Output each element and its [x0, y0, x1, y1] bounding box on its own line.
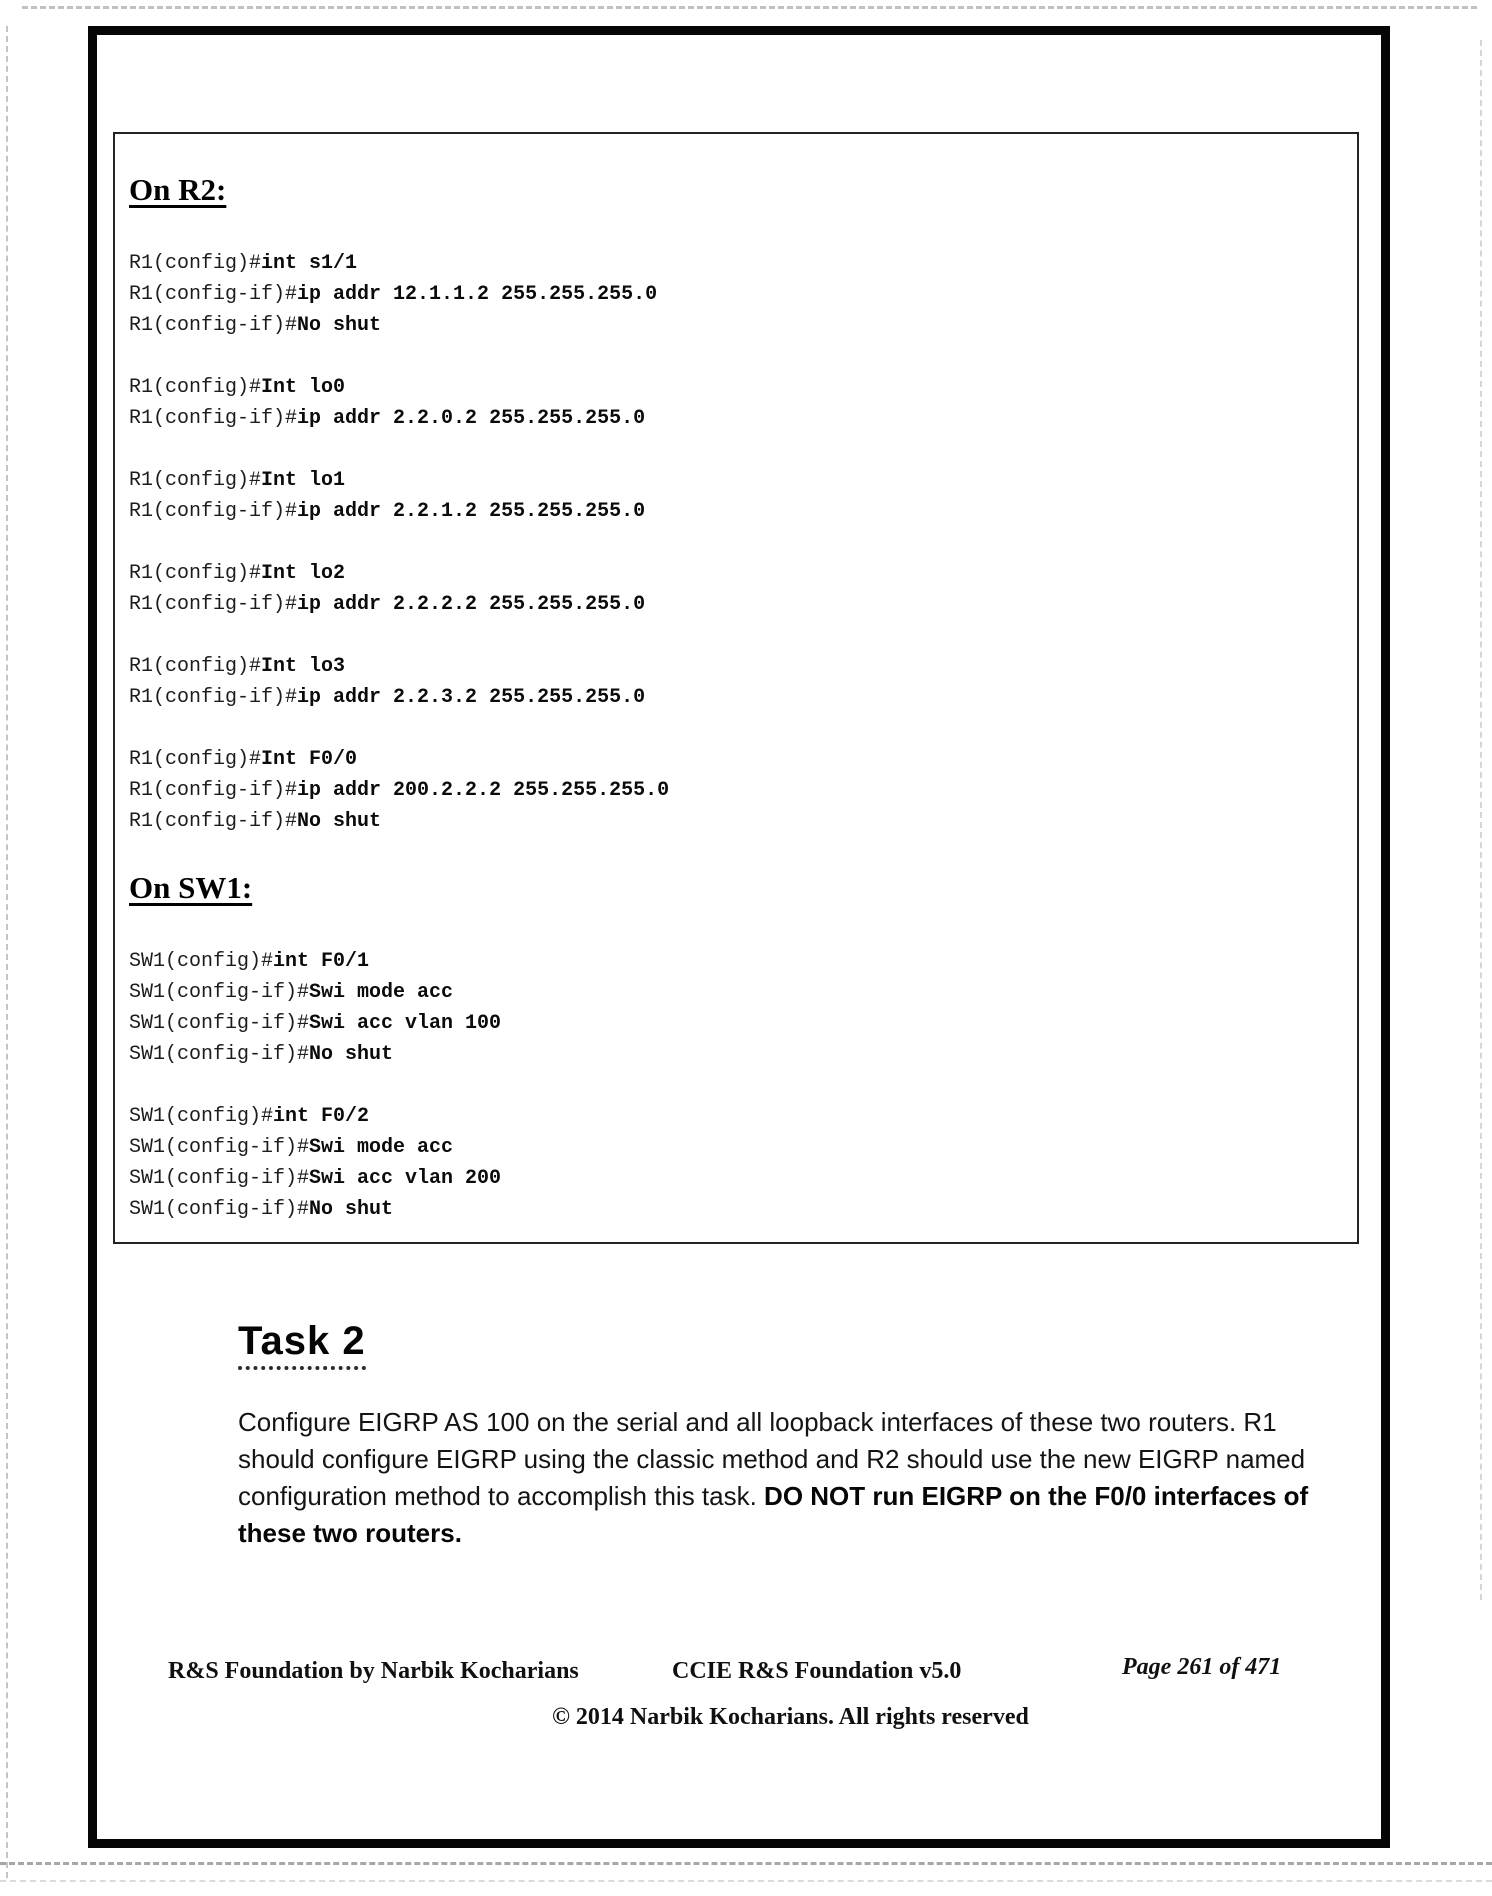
footer-edition: CCIE R&S Foundation v5.0 — [672, 1658, 962, 1684]
task-paragraph-line: Configure EIGRP AS 100 on the serial and all loopback interfaces of these two routers. R1 — [238, 1407, 1277, 1437]
code-line: R1(config-if)#ip addr 2.2.0.2 255.255.255.0 — [129, 407, 646, 430]
code-line: R1(config)#Int lo1 — [129, 469, 346, 492]
task-paragraph-line: should configure EIGRP using the classic method and R2 should use the new EIGRP named — [238, 1444, 1306, 1474]
code-line: SW1(config)#int F0/1 — [129, 950, 370, 973]
task-title: Task 2 — [238, 1320, 366, 1370]
code-line: R1(config)#Int lo2 — [129, 562, 346, 585]
code-block — [129, 248, 1339, 341]
code-line: R1(config)#Int F0/0 — [129, 748, 358, 771]
code-line: SW1(config-if)#No shut — [129, 1043, 394, 1066]
code-line: R1(config-if)#ip addr 2.2.2.2 255.255.255.0 — [129, 593, 646, 616]
code-block — [129, 372, 1339, 434]
code-line: SW1(config-if)#Swi mode acc — [129, 1136, 454, 1159]
footer-copyright: © 2014 Narbik Kocharians. All rights reserved — [552, 1704, 1029, 1730]
code-block — [129, 651, 1339, 713]
task-paragraph-line: configuration method to accomplish this task. DO NOT run EIGRP on the F0/0 interfaces of — [238, 1481, 1309, 1511]
code-line: SW1(config-if)#Swi acc vlan 100 — [129, 1012, 502, 1035]
scan-artifact-bottom-edge-2 — [0, 1880, 1492, 1882]
code-block — [129, 744, 1339, 837]
code-line: SW1(config)#int F0/2 — [129, 1105, 370, 1128]
code-line: R1(config-if)#No shut — [129, 810, 382, 833]
task-paragraph — [238, 1404, 1378, 1552]
scan-artifact-top-edge — [22, 6, 1477, 9]
page-footer — [0, 1654, 1492, 1768]
code-line: SW1(config-if)#Swi mode acc — [129, 981, 454, 1004]
code-line: R1(config-if)#ip addr 2.2.3.2 255.255.255.0 — [129, 686, 646, 709]
code-sections — [129, 170, 1339, 1225]
code-block — [129, 465, 1339, 527]
task-section — [238, 1320, 1378, 1552]
code-line: R1(config)#Int lo0 — [129, 376, 346, 399]
task-paragraph-line: these two routers. — [238, 1518, 462, 1548]
code-block — [129, 946, 1339, 1070]
code-line: R1(config)#int s1/1 — [129, 252, 358, 275]
code-line: R1(config-if)#ip addr 12.1.1.2 255.255.255.0 — [129, 283, 658, 306]
code-line: SW1(config-if)#Swi acc vlan 200 — [129, 1167, 502, 1190]
code-line: SW1(config-if)#No shut — [129, 1198, 394, 1221]
code-line: R1(config-if)#ip addr 200.2.2.2 255.255.255.0 — [129, 779, 670, 802]
footer-page-number: Page 261 of 471 — [1122, 1654, 1282, 1680]
code-line: R1(config-if)#No shut — [129, 314, 382, 337]
code-block — [129, 558, 1339, 620]
scan-artifact-left-edge — [6, 26, 8, 1878]
code-line: R1(config-if)#ip addr 2.2.1.2 255.255.255.0 — [129, 500, 646, 523]
scan-artifact-right-edge — [1480, 40, 1482, 1600]
scan-artifact-bottom-edge — [0, 1862, 1492, 1865]
code-section-heading: On SW1: — [129, 870, 253, 905]
config-code-box — [113, 132, 1359, 1244]
code-section-heading: On R2: — [129, 172, 227, 207]
code-line: R1(config)#Int lo3 — [129, 655, 346, 678]
code-block — [129, 1101, 1339, 1225]
footer-book-title: R&S Foundation by Narbik Kocharians — [168, 1658, 579, 1684]
